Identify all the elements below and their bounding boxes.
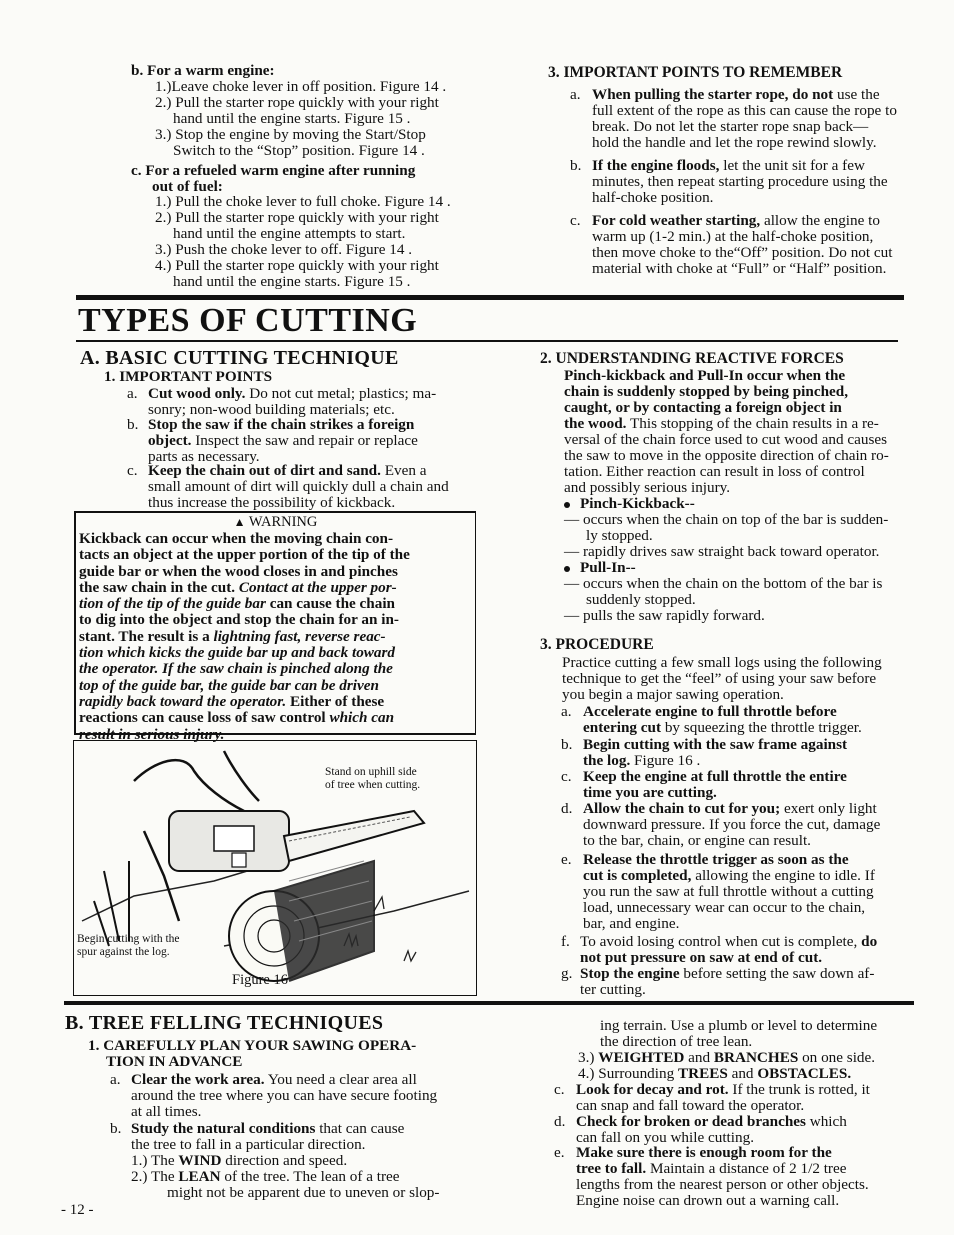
warning-l5b: can cause the chain [269,595,395,613]
b-point-c-bold: Look for decay and rot. [576,1081,729,1098]
a-point-c-bold: Keep the chain out of dirt and sand. [148,462,381,479]
refueled-heading-line2: out of fuel: [152,178,223,195]
warning-l8: tion which kicks the guide bar up and back toward [79,644,396,662]
b-item4-a: 4.) Surrounding [578,1065,675,1082]
proc-e-l3: load, unnecessary wear can occur to the chain, [583,899,866,916]
a-point-c [148,463,449,511]
remember-c-l1: warm up (1-2 min.) at the half-choke position, [592,228,874,245]
remember-a-l3: hold the handle and let the rope rewind slowly. [592,134,877,151]
remember-c-l2: then move choke to the“Off” position. Do not cut [592,244,893,261]
remember-a-l1: full extent of the rope as this can cause the rope to [592,102,897,119]
proc-e-l4: bar, and engine. [583,915,680,932]
b-item2-b: LEAN [178,1168,221,1185]
warning-l6: to dig into the object and stop the chain for an in- [79,611,399,629]
pull-l2: suddenly stopped. [586,591,696,608]
warm-step-3-cont: Switch to the “Stop” position. Figure 14 . [173,142,425,159]
refuel-step-4: 4.) Pull the starter rope quickly with your right [155,257,439,274]
b-point-b-bold: Study the natural conditions [131,1120,316,1137]
b-point-b-l2: the tree to fall in a particular direction. [131,1136,366,1153]
a-point-b-bold1: Stop the saw if the chain strikes a foreign [148,416,415,433]
b-item4-d: OBSTACLES. [757,1065,852,1082]
proc-g-bold: Stop the engine [580,965,680,982]
bullet-icon [564,502,570,508]
remember-b-l0: let the unit sit for a few [723,157,865,174]
b-item3-b: WEIGHTED [598,1049,685,1066]
reactive-para-l3: the saw to move in the opposite direction of chain ro- [564,447,889,464]
title-rule-bottom [76,340,898,342]
b-letter-e: e. [554,1144,565,1161]
proc-a-bold2: entering cut [583,719,662,736]
remember-c-l0: allow the engine to [763,212,880,229]
b-right-l2: the direction of tree lean. [600,1033,753,1050]
warning-l10: top of the guide bar, the guide bar can be driven [79,676,379,694]
figure-16 [73,740,477,996]
a-point-a-l1: Do not cut metal; plastics; ma- [249,385,437,402]
proc-d-l2: downward pressure. If you force the cut, damage [583,816,881,833]
procedure-heading: 3. PROCEDURE [540,636,654,653]
a-letter-b: b. [127,416,139,433]
b-point-e-l2: lengths from the nearest person or other objects. [576,1176,869,1193]
reactive-bold-1: Pinch-kickback and Pull-In occur when the [564,367,846,384]
warning-l1: Kickback can occur when the moving chain con- [79,530,394,547]
reactive-para-l5: and possibly serious injury. [564,479,731,496]
reactive-forces-heading: 2. UNDERSTANDING REACTIVE FORCES [540,350,844,367]
b-letter-d: d. [554,1113,566,1130]
b-item1-c: direction and speed. [225,1152,348,1169]
reactive-para-l2: versal of the chain force used to cut wood and causes [564,431,888,448]
proc-letter-e: e. [561,851,572,868]
proc-f-l1: To avoid losing control when cut is complete, [580,933,858,950]
a-letter-a: a. [127,385,138,402]
b-point-a [131,1072,437,1120]
proc-c-bold1: Keep the engine at full throttle the entire [583,768,847,785]
remember-b [592,158,888,206]
pinch-l3: — rapidly drives saw straight back toward operator. [564,543,880,560]
warning-l4b: Contact at the upper por- [238,578,397,596]
b-point-a-l3: at all times. [131,1103,202,1120]
figure-caption: Figure 16 [232,972,288,988]
remember-a-l2: break. Do not let the starter rope snap back— [592,118,869,135]
proc-d-l1: exert only light [783,800,877,817]
b-point-d [576,1114,847,1146]
proc-a [583,704,862,736]
remember-b-bold: If the engine floods, [592,157,720,174]
a-point-b-l2: parts as necessary. [148,448,260,465]
pinch-l1: — occurs when the chain on top of the bar is sudden- [564,511,889,528]
a-point-b [148,417,418,465]
proc-b-bold2: the log. [583,752,631,769]
warning-triangle-icon: ▲ [233,515,246,529]
pull-in-title: Pull-In-- [580,559,636,576]
warning-box [74,511,476,743]
remember-a [592,87,932,151]
proc-letter-a: a. [561,703,572,720]
section-a-title: A. BASIC CUTTING TECHNIQUE [80,347,399,369]
warning-title: WARNING [248,514,318,530]
pinch-l2: ly stopped. [586,527,653,544]
proc-e-bold2: cut is completed, [583,867,692,884]
warning-l7a: stant. The result is a [79,627,210,645]
warning-l13: result in serious injury. [79,725,225,743]
b-point-d-l2: can fall on you while cutting. [576,1129,754,1146]
reactive-bold-4: the wood. [564,415,627,432]
proc-b [583,737,847,769]
pull-l1: — occurs when the chain on the bottom of the bar is [564,575,883,592]
procedure-l2: technique to get the “feel” of using your saw before [562,670,877,687]
b-right-l1: ing terrain. Use a plumb or level to determine [600,1017,878,1034]
warning-l5a: tion of the tip of the guide bar [79,595,266,613]
remember-c-bold: For cold weather starting, [592,212,761,229]
proc-letter-b: b. [561,736,573,753]
letter-b: b. [570,157,582,174]
a-point-c-l1: Even a [384,462,427,479]
refuel-step-2: 2.) Pull the starter rope quickly with your right [155,209,439,226]
b-point-a-l2: around the tree where you can have secure footing [131,1087,438,1104]
proc-d-bold: Allow the chain to cut for you; [583,800,781,817]
refueled-heading-line1: c. For a refueled warm engine after running [131,162,416,179]
proc-letter-d: d. [561,800,573,817]
warm-engine-steps [155,79,446,159]
procedure-l1: Practice cutting a few small logs using the following [562,654,882,671]
section-a-sub1: 1. IMPORTANT POINTS [104,368,273,385]
proc-c [583,769,847,801]
b-point-c-l2: can snap and fall toward the operator. [576,1097,805,1114]
section-b-right [600,1018,877,1050]
proc-a-rest: by squeezing the throttle trigger. [664,719,862,736]
a-point-a [148,386,436,418]
proc-e-l2: you run the saw at full throttle without a cutting [583,883,874,900]
proc-letter-f: f. [561,933,570,950]
b-item1-a: 1.) The [131,1152,175,1169]
b-item2-a: 2.) The [131,1168,175,1185]
b-point-a-bold: Clear the work area. [131,1071,265,1088]
b-point-d-l1: which [809,1113,847,1130]
proc-c-bold2: time you are cutting. [583,784,717,801]
proc-letter-c: c. [561,768,572,785]
figure-note-bottom-l1: Begin cutting with the [77,933,180,945]
warm-step-2-cont: hand until the engine starts. Figure 15 . [173,110,411,127]
remember-c-l3: material with choke at “Full” or “Half” position. [592,260,887,277]
warning-l12a: reactions can cause loss of saw control [79,709,326,727]
figure-note-top-l2: of tree when cutting. [325,779,421,791]
warning-l12b: which can [329,709,395,727]
reactive-forces-body [564,368,889,624]
proc-e-l1: allowing the engine to idle. If [695,867,875,884]
figure-note-bottom [77,933,180,959]
reactive-para-l4: tation. Either reaction can result in loss of control [564,463,865,480]
b-point-c-l1: If the trunk is rotted, it [732,1081,870,1098]
a-point-a-bold: Cut wood only. [148,385,246,402]
refuel-step-3: 3.) Push the choke lever to off. Figure 14 . [155,241,413,258]
b-item3-a: 3.) [578,1049,595,1066]
proc-g-l1: before setting the saw down af- [683,965,875,982]
warning-header [79,515,472,530]
proc-a-bold1: Accelerate engine to full throttle before [583,703,837,720]
remember-c [592,213,892,277]
refuel-step-1: 1.) Pull the choke lever to full choke. Figure 14 . [155,193,451,210]
procedure-l3: you begin a major sawing operation. [562,686,784,703]
warm-engine-heading: b. For a warm engine: [131,62,275,79]
proc-f [580,934,877,966]
proc-letter-g: g. [561,965,573,982]
refuel-step-2-cont: hand until the engine attempts to start. [173,225,406,242]
b-point-b-l1: that can cause [319,1120,405,1137]
a-letter-c: c. [127,462,138,479]
warm-step-3: 3.) Stop the engine by moving the Start/Stop [155,126,426,143]
proc-d [583,801,880,849]
warning-l4a: the saw chain in the cut. [79,578,236,596]
warm-step-1: 1.)Leave choke lever in off position. Figure 14 . [155,78,447,95]
warning-l11b: Either of these [289,692,385,710]
proc-b-rest: Figure 16 . [634,752,701,769]
remember-b-l1: minutes, then repeat starting procedure using the [592,173,888,190]
b-point-e-bold2: tree to fall. [576,1160,647,1177]
procedure-intro [562,655,882,703]
remember-a-bold: When pulling the starter rope, do not [592,86,834,103]
warning-l7b: lightning fast, reverse reac- [213,627,386,645]
a-point-b-l1: Inspect the saw and repair or replace [195,432,418,449]
b-point-e-bold1: Make sure there is enough room for the [576,1144,832,1161]
b-item3-c: and [688,1049,711,1066]
b-item3-e: on one side. [802,1049,876,1066]
b-point-e-l1: Maintain a distance of 2 1/2 tree [649,1160,847,1177]
warning-l11a: rapidly back toward the operator. [79,692,287,710]
pinch-kickback-title: Pinch-Kickback-- [580,495,695,512]
bullet-icon [564,566,570,572]
refuel-step-4-cont: hand until the engine starts. Figure 15 . [173,273,411,290]
proc-e [583,852,875,932]
reactive-bold-2: chain is suddenly stopped by being pinched, [564,383,849,400]
letter-c: c. [570,212,581,229]
b-letter-c: c. [554,1081,565,1098]
warning-l9: the operator. If the saw chain is pinched along the [79,660,393,678]
proc-b-bold1: Begin cutting with the saw frame against [583,736,848,753]
proc-f-bold1: do [861,933,878,950]
a-point-a-l2: sonry; non-wood building materials; etc. [148,401,395,418]
b-item4-c: and [731,1065,754,1082]
b-point-d-bold: Check for broken or dead branches [576,1113,806,1130]
b-item4-b: TREES [677,1065,728,1082]
reactive-para-l1: This stopping of the chain results in a re- [629,415,879,432]
page-number: - 12 - [61,1202,94,1218]
pull-l3: — pulls the saw rapidly forward. [564,607,765,624]
warning-l3: guide bar or when the wood closes in and pinches [79,562,398,580]
proc-d-l3: to the bar, chain, or engine can result. [583,832,811,849]
proc-g [580,966,874,998]
proc-f-bold2: not put pressure on saw at end of cut. [580,949,823,966]
figure-note-top [325,766,420,792]
title-rule-top [76,295,904,300]
figure-note-top-l1: Stand on uphill side [325,766,417,778]
b-item2-d: might not be apparent due to uneven or slop- [167,1184,440,1201]
b-item3-d: BRANCHES [713,1049,799,1066]
section-b-title: B. TREE FELLING TECHNIQUES [65,1012,384,1034]
section-b-sub1-l1: 1. CAREFULLY PLAN YOUR SAWING OPERA- [88,1037,417,1054]
b-right-items [578,1050,875,1082]
b-point-c [576,1082,870,1114]
figure-note-bottom-l2: spur against the log. [77,946,170,958]
b-item2-c: of the tree. The lean of a tree [224,1168,400,1185]
important-points-heading: 3. IMPORTANT POINTS TO REMEMBER [548,64,843,81]
proc-e-bold1: Release the throttle trigger as soon as the [583,851,849,868]
remember-b-l2: half-choke position. [592,189,714,206]
section-b-sub1-l2: TION IN ADVANCE [106,1053,243,1070]
letter-a: a. [570,86,581,103]
a-point-c-l3: thus increase the possibility of kickback. [148,494,396,511]
refueled-engine-heading [131,163,415,195]
b-letter-a: a. [110,1071,121,1088]
proc-g-l2: ter cutting. [580,981,646,998]
page-title: TYPES OF CUTTING [78,302,418,339]
section-b-rule [64,1001,914,1005]
warning-l2: tacts an object at the upper portion of the tip of the [79,546,410,564]
warm-step-2: 2.) Pull the starter rope quickly with your right [155,94,439,111]
remember-a-l0: use the [837,86,880,103]
section-b-sub1 [88,1038,416,1070]
b-item1-b: WIND [178,1152,222,1169]
a-point-b-bold2: object. [148,432,192,449]
b-point-e-l3: Engine noise can drown out a warning call. [576,1192,840,1209]
b-letter-b: b. [110,1120,122,1137]
a-point-c-l2: small amount of dirt will quickly dull a chain and [148,478,449,495]
b-point-a-l1: You need a clear area all [267,1071,417,1088]
refueled-engine-steps [155,194,451,290]
reactive-bold-3: caught, or by contacting a foreign object in [564,399,842,416]
b-point-e [576,1145,869,1209]
b-point-b [131,1121,439,1201]
